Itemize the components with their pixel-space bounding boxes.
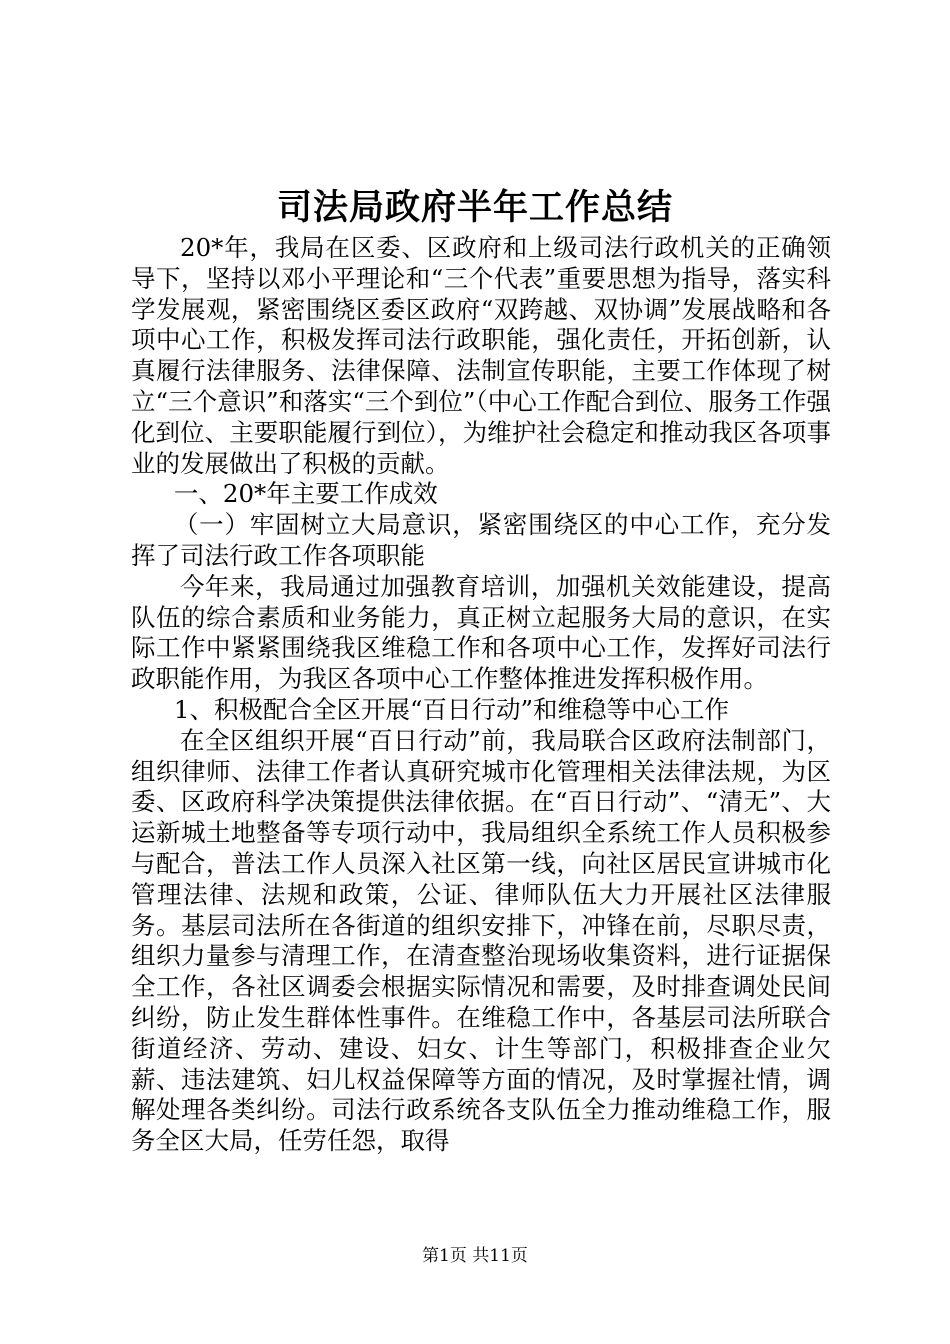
paragraph-body: 今年来，我局通过加强教育培训，加强机关效能建设，提高队伍的综合素质和业务能力，真正树立起服务大局的意识，在实际工作中紧紧围绕我区维稳工作和各项中心工作，发挥好司法行政职能作用，为我区各项中心工作整体推进发挥积极作用。	[131, 571, 831, 694]
item-heading: 1、积极配合全区开展“百日行动”和维稳等中心工作	[173, 694, 730, 724]
paragraph-body: 在全区组织开展“百日行动”前，我局联合区政府法制部门，组织律师、法律工作者认真研究城市化管理相关法律法规，为区委、区政府科学决策提供法律依据。在“百日行动”、“清无”、大运新城土地整备等专项行动中，我局组织全系统工作人员积极参与配合，普法工作人员深入社区第一线，向社区居民宣讲城市化管理法律、法规和政策，公证、律师队伍大力开展社区法律服务。基层司法所在各街道的组织安排下，冲锋在前，尽职尽责，组织力量参与清理工作，在清查整治现场收集资料，进行证据保全工作，各社区调委会根据实际情况和需要，及时排查调处民间纠纷，防止发生群体性事件。在维稳工作中，各基层司法所联合街道经济、劳动、建设、妇女、计生等部门，积极排查企业欠薪、违法建筑、妇儿权益保障等方面的情况，及时掌握社情，调解处理各类纠纷。司法行政系统各支队伍全力推动维稳工作，服务全区大局，任劳任怨，取得	[131, 725, 831, 1156]
page-footer: 第1页 共11页	[422, 1246, 528, 1266]
section-heading: 一、20*年主要工作成效	[173, 479, 438, 509]
paragraph-intro: 20*年，我局在区委、区政府和上级司法行政机关的正确领导下，坚持以邓小平理论和“三个代表”重要思想为指导，落实科学发展观，紧密围绕区委区政府“双跨越、双协调”发展战略和各项中心工作，积极发挥司法行政职能，强化责任，开拓创新，认真履行法律服务、法律保障、法制宣传职能，主要工作体现了树立“三个意识”和落实“三个到位”（中心工作配合到位、服务工作强化到位、主要职能履行到位），为维护社会稳定和推动我区各项事业的发展做出了积极的贡献。	[131, 233, 831, 478]
document-title: 司法局政府半年工作总结	[276, 187, 673, 228]
subsection-heading: （一）牢固树立大局意识，紧密围绕区的中心工作，充分发挥了司法行政工作各项职能	[131, 510, 831, 570]
document-body	[131, 233, 831, 1157]
